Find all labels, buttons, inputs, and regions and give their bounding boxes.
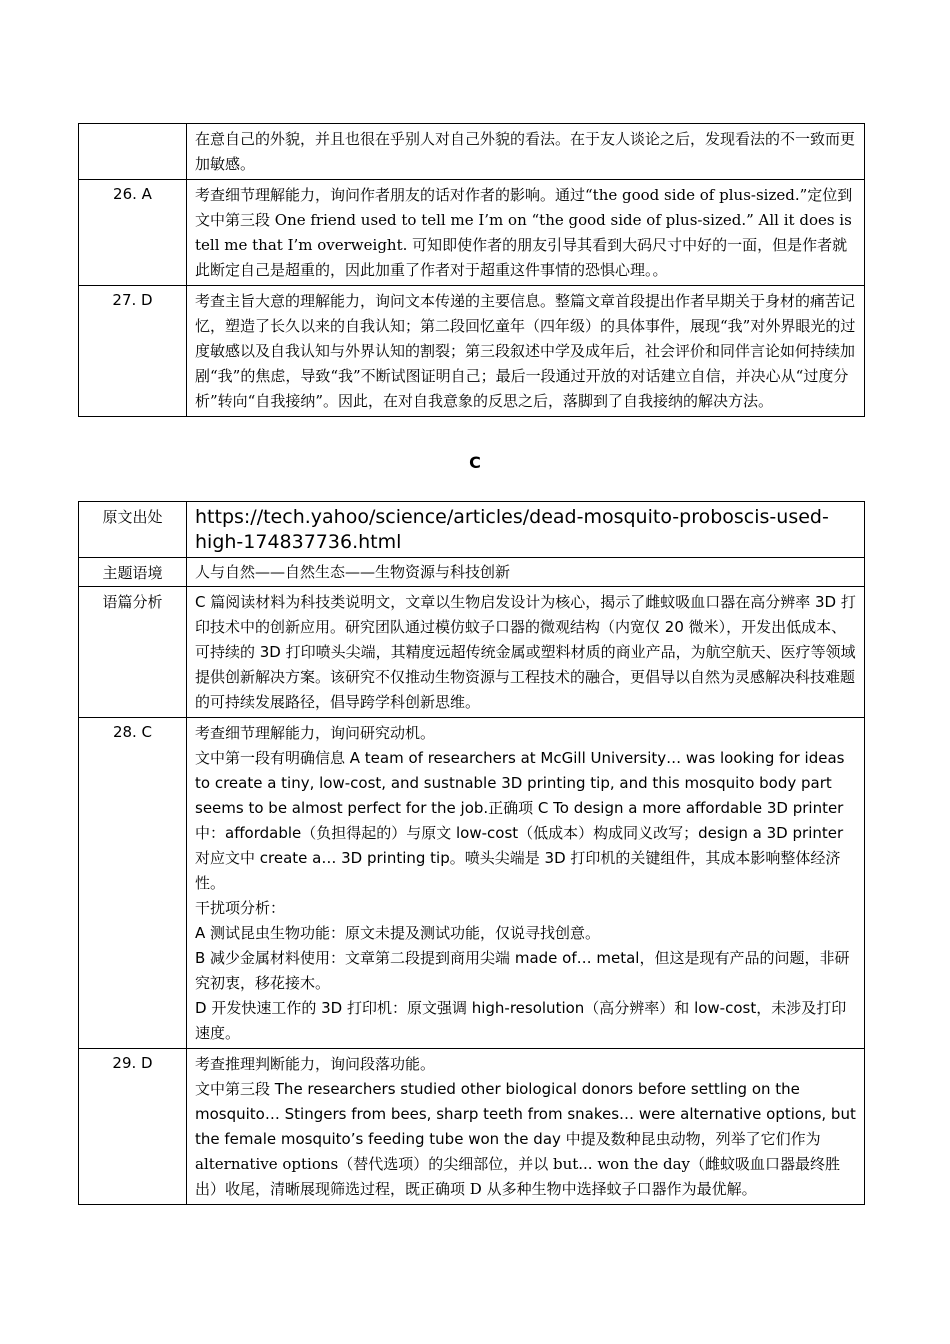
q29-body-en: 文中第三段 The researchers studied other biological donors before settling on the mosquito… Stingers from bees, sharp teeth from snakes… were alternative options, but the female mosquito’s feeding tube won the day bbox=[195, 1080, 856, 1148]
table-row bbox=[79, 124, 865, 180]
source-label: 原文出处 bbox=[79, 502, 187, 558]
q29-explanation bbox=[187, 1049, 865, 1205]
q28-intro: 考查细节理解能力，询问研究动机。 bbox=[195, 724, 436, 742]
q29-intro: 考查推理判断能力，询问段落功能。 bbox=[195, 1055, 436, 1073]
table-row bbox=[79, 502, 865, 558]
row-key: 27. D bbox=[79, 286, 187, 417]
analysis-text: C 篇阅读材料为科技类说明文，文章以生物启发设计为核心，揭示了雌蚊吸血口器在高分辨率 3D 打印技术中的创新应用。研究团队通过模仿蚊子口器的微观结构（内宽仅 20 微米），开发出低成本、可持续的 3D 打印喷头尖端，其精度远超传统金属或塑料材质的商业产品，为航空航天、医疗等领域提供创新解决方案。该研究不仅推动生物资源与工程技术的融合，更倡导以自然为灵感解决科技难题的可持续发展路径，倡导跨学科创新思维。 bbox=[187, 587, 865, 718]
table-row bbox=[79, 1049, 865, 1205]
row-explanation: 考查细节理解能力，询问作者朋友的话对作者的影响。通过“the good side of plus-sized.”定位到文中第三段 One friend used to tell me I’m on “the good side of plus-sized.” All it does is tell me that I’m overweight. 可知即使作者的朋友引导其看到大码尺寸中好的一面，但是作者就此断定自己是超重的，因此加重了作者对于超重这件事情的恐惧心理。。 bbox=[187, 180, 865, 286]
q29-body bbox=[195, 1077, 856, 1202]
q28-option-a: A 测试昆虫生物功能：原文未提及测试功能，仅说寻找创意。 bbox=[195, 924, 601, 942]
section-heading: C bbox=[469, 453, 481, 472]
table-row bbox=[79, 286, 865, 417]
theme-text: 人与自然——自然生态——生物资源与科技创新 bbox=[187, 558, 865, 587]
theme-label: 主题语境 bbox=[79, 558, 187, 587]
answer-table-b bbox=[78, 123, 865, 417]
source-url: https://tech.yahoo/science/articles/dead-mosquito-proboscis-used-high-174837736.html bbox=[187, 502, 865, 558]
row-key: 26. A bbox=[79, 180, 187, 286]
row-key: 28. C bbox=[79, 718, 187, 1049]
row-explanation: 在意自己的外貌，并且也很在乎别人对自己外貌的看法。在于友人谈论之后，发现看法的不一致而更加敏感。 bbox=[187, 124, 865, 180]
q29-body-cn: 中提及数种昆虫动物，列举了它们作为 alternative options（替代选项）的尖细部位，并以 but... won the day（雌蚊吸血口器最终胜出）收尾，清晰展现筛选过程，既正确项 D 从多种生物中选择蚊子口器作为最优解。 bbox=[195, 1130, 840, 1198]
analysis-label: 语篇分析 bbox=[79, 587, 187, 718]
table-row bbox=[79, 558, 865, 587]
table-row bbox=[79, 718, 865, 1049]
table-row bbox=[79, 587, 865, 718]
row-key bbox=[79, 124, 187, 180]
row-key: 29. D bbox=[79, 1049, 187, 1205]
q28-body: 文中第一段有明确信息 A team of researchers at McGill University… was looking for ideas to create a tiny, low-cost, and sustnable 3D printing tip, and this mosquito body part seems to be almost perfect for the job.正确项 C To design a more affordable 3D printer 中：affordable（负担得起的）与原文 low-cost（低成本）构成同义改写；design a 3D printer 对应文中 create a… 3D printing tip。喷头尖端是 3D 打印机的关键组件，其成本影响整体经济性。 bbox=[195, 749, 845, 892]
q28-distractor-title: 干扰项分析： bbox=[195, 899, 286, 917]
table-row bbox=[79, 180, 865, 286]
q28-option-d: D 开发快速工作的 3D 打印机：原文强调 high-resolution（高分辨率）和 low-cost，未涉及打印速度。 bbox=[195, 999, 847, 1042]
answer-table-c bbox=[78, 501, 865, 1205]
row-explanation: 考查主旨大意的理解能力，询问文本传递的主要信息。整篇文章首段提出作者早期关于身材的痛苦记忆，塑造了长久以来的自我认知；第二段回忆童年（四年级）的具体事件，展现“我”对外界眼光的过度敏感以及自我认知与外界认知的割裂；第三段叙述中学及成年后，社会评价和同伴言论如何持续加剧“我”的焦虑，导致“我”不断试图证明自己；最后一段通过开放的对话建立自信，并决心从“过度分析”转向“自我接纳”。因此，在对自我意象的反思之后，落脚到了自我接纳的解决方法。 bbox=[187, 286, 865, 417]
q28-explanation bbox=[187, 718, 865, 1049]
q28-option-b: B 减少金属材料使用：文章第二段提到商用尖端 made of… metal，但这是现有产品的问题，非研究初衷，移花接木。 bbox=[195, 949, 850, 992]
